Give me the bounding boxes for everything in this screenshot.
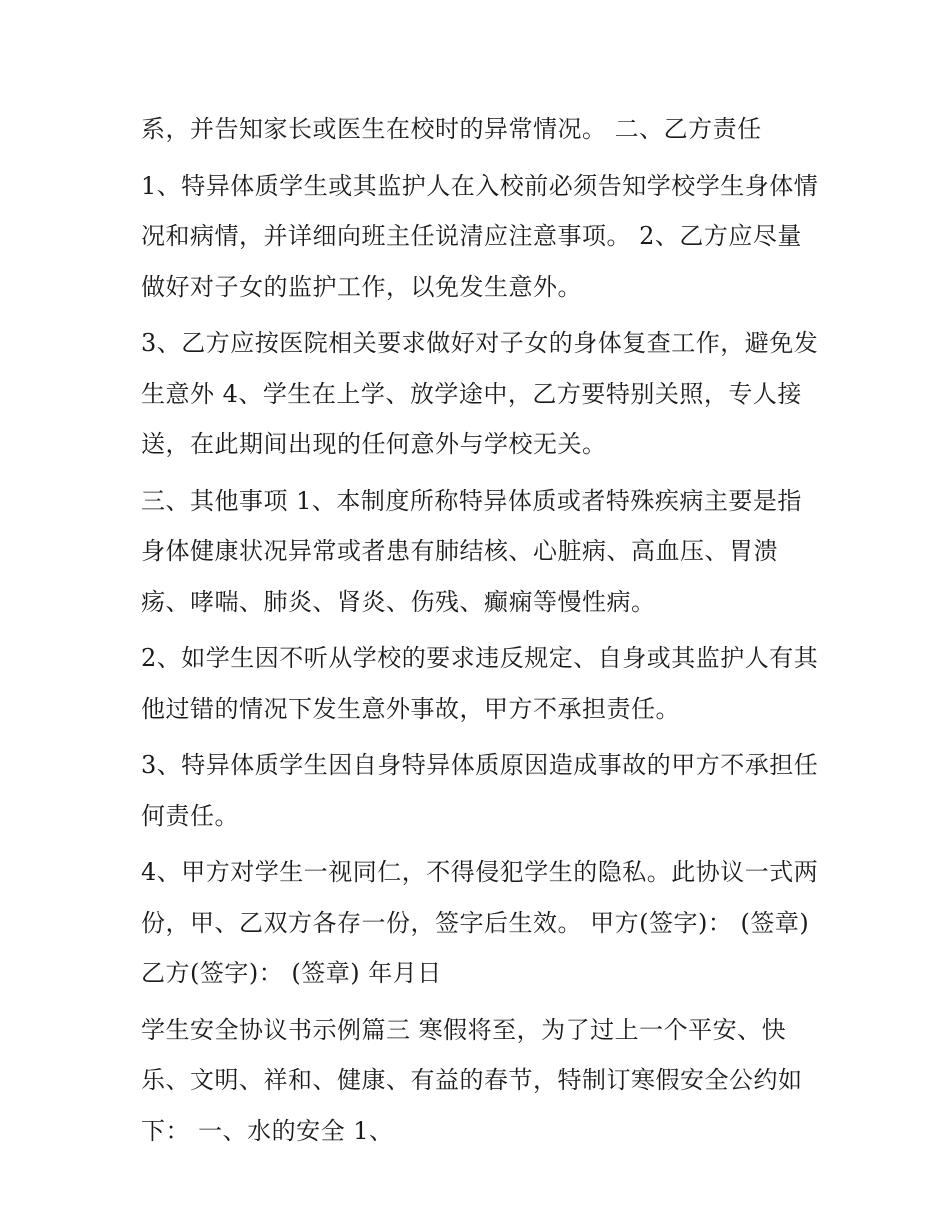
paragraph: 2、如学生因不听从学校的要求违反规定、自身或其监护人有其他过错的情况下发生意外事故，甲方不承担责任。 (141, 644, 819, 723)
document-body (141, 104, 821, 1162)
paragraph: 学生安全协议书示例篇三 寒假将至，为了过上一个平安、快乐、文明、祥和、健康、有益的春节，特制订寒假安全公约如下： 一、水的安全 1、 (141, 1015, 803, 1145)
paragraph: 3、乙方应按医院相关要求做好对子女的身体复查工作，避免发生意外 4、学生在上学、放学途中，乙方要特别关照，专人接送，在此期间出现的任何意外与学校无关。 (141, 329, 819, 458)
paragraph: 1、特异体质学生或其监护人在入校前必须告知学校学生身体情况和病情，并详细向班主任说清应注意事项。 2、乙方应尽量做好对子女的监护工作，以免发生意外。 (141, 171, 819, 301)
paragraph: 三、其他事项 1、本制度所称特异体质或者特殊疾病主要是指身体健康状况异常或者患有肺结核、心脏病、高血压、胃溃疡、哮喘、肺炎、肾炎、伤残、癫痫等慢性病。 (141, 486, 802, 616)
paragraph: 系，并告知家长或医生在校时的异常情况。 二、乙方责任 (141, 115, 762, 143)
paragraph: 3、特异体质学生因自身特异体质原因造成事故的甲方不承担任何责任。 (141, 751, 819, 830)
paragraph: 4、甲方对学生一视同仁，不得侵犯学生的隐私。此协议一式两份，甲、乙双方各存一份，签字后生效。 甲方(签字)： (签章) 乙方(签字)： (签章) 年月日 (141, 858, 819, 987)
